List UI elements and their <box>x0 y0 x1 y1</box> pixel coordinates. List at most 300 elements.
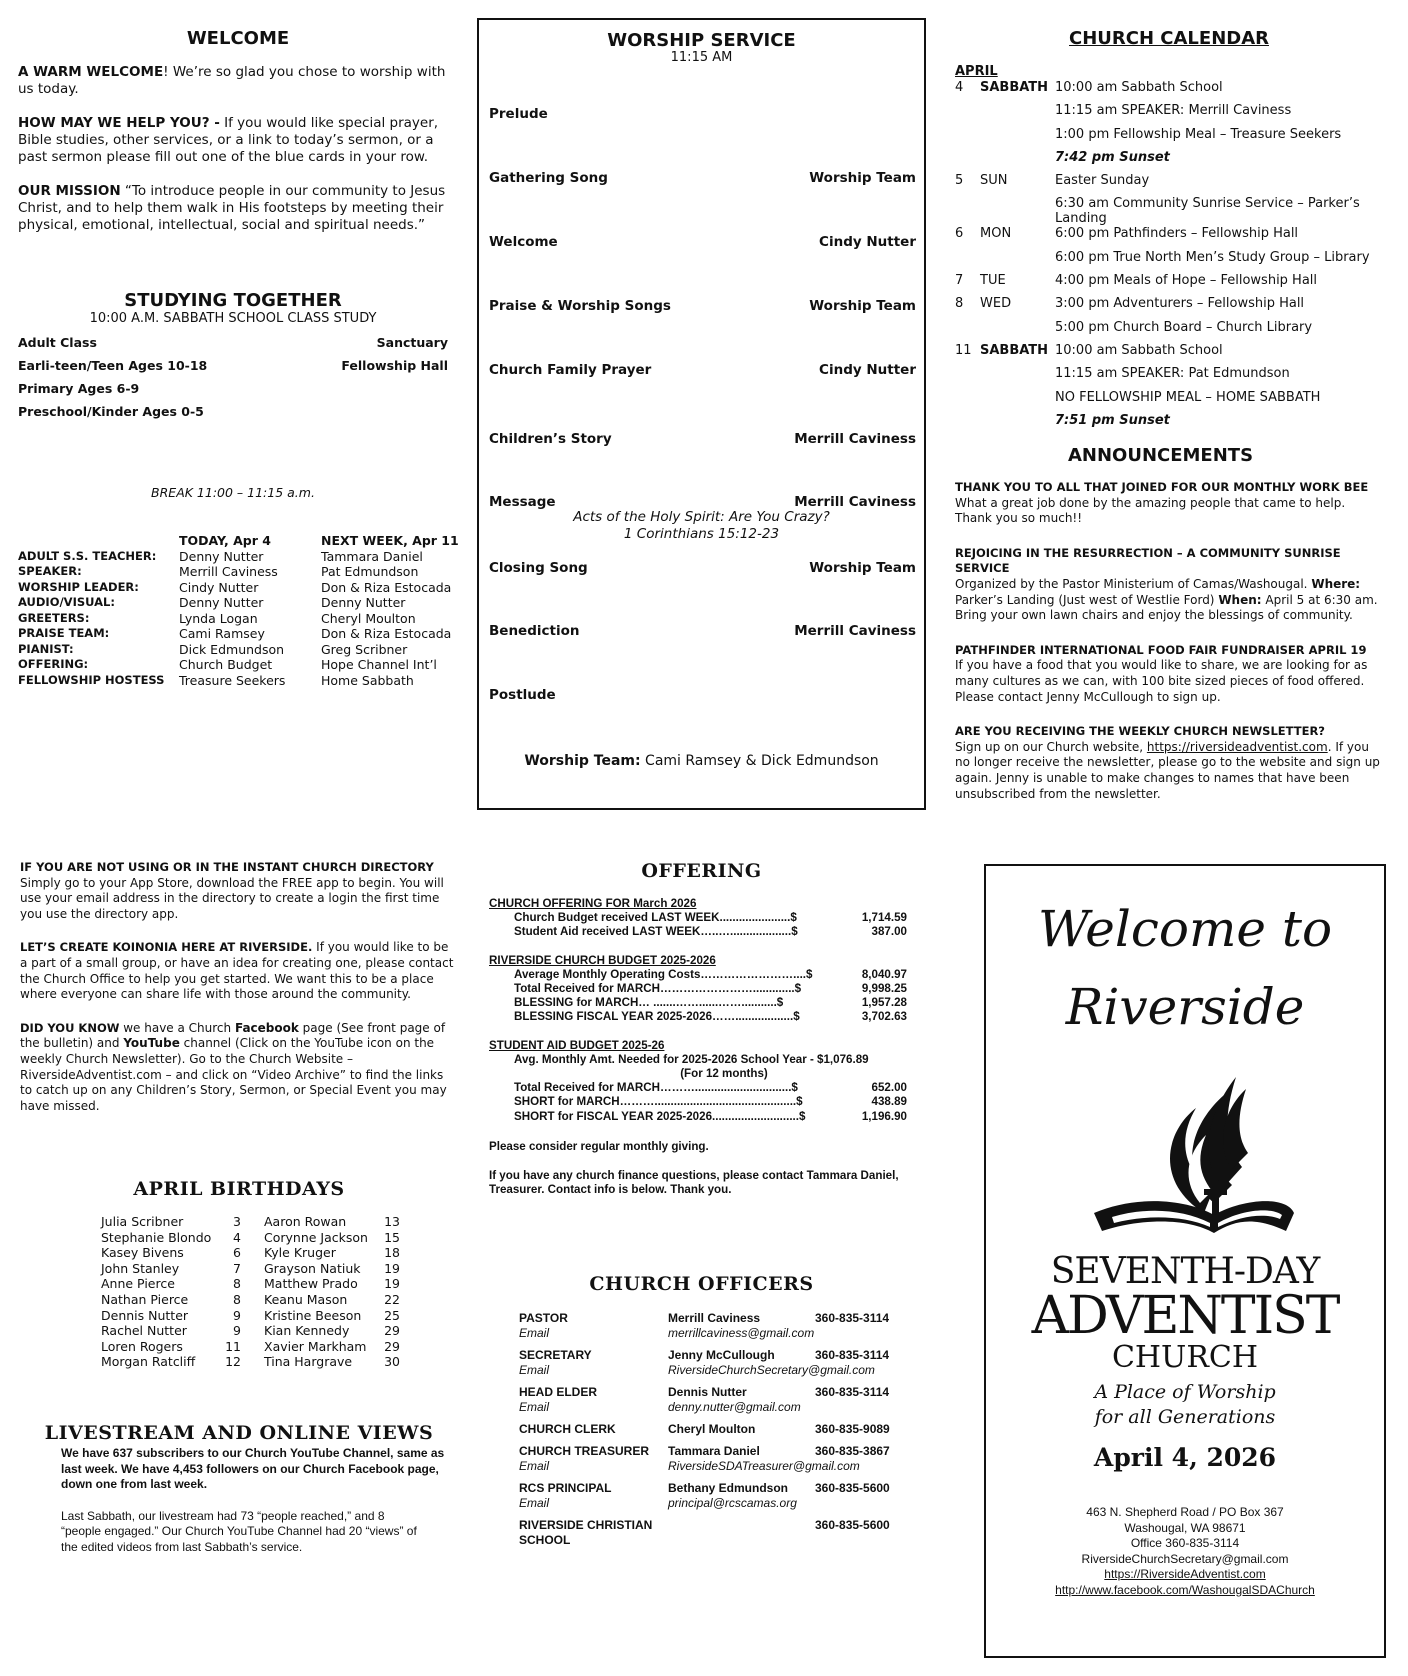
worship-item <box>489 623 916 639</box>
volunteer-role: FELLOWSHIP HOSTESS <box>18 672 165 687</box>
class-location: Fellowship Hall <box>341 358 448 373</box>
offering-s2-title: RIVERSIDE CHURCH BUDGET 2025-2026 <box>489 953 716 967</box>
offering-value: 652.00 <box>871 1081 907 1095</box>
birthday-name: Nathan Pierce <box>101 1291 189 1307</box>
birthday-row <box>264 1339 400 1355</box>
calendar-row <box>955 250 1395 273</box>
volunteer-row <box>18 673 459 689</box>
studying-subtitle: 10:00 A.M. SABBATH SCHOOL CLASS STUDY <box>89 311 377 326</box>
volunteer-role: ADULT S.S. TEACHER: <box>18 548 157 563</box>
calendar-event: 4:00 pm Meals of Hope – Fellowship Hall <box>1055 273 1318 289</box>
calendar-event: Easter Sunday <box>1055 173 1150 189</box>
officer-name: Tammara Daniel <box>668 1444 760 1458</box>
officer-email-row <box>519 1496 890 1511</box>
offering-label: Church Budget received LAST WEEK......................$ <box>514 911 797 925</box>
calendar-date: 8 <box>955 296 964 312</box>
offering-s3-months: (For 12 months) <box>680 1066 768 1080</box>
did-you-know-note: DID YOU KNOW we have a Church Facebook page (See front page of the bulletin) and YouTube channel (Click on the YouTube icon on the weekly Church Newsletter). Go to the Church Website – RiversideAdventist.com – and click on “Video Archive” to find the links to catch up on any Children’s Story, Sermon, or Special Event you may have missed. <box>20 1020 447 1113</box>
calendar-event: 10:00 am Sabbath School <box>1055 342 1223 358</box>
volunteer-row <box>18 580 459 596</box>
calendar-event: 7:42 pm Sunset <box>1055 149 1170 165</box>
officers-table <box>519 1311 890 1548</box>
birthday-day: 25 <box>384 1307 400 1323</box>
officer-email[interactable]: RiversideSDATreasurer@gmail.com <box>668 1459 860 1473</box>
calendar-event: 5:00 pm Church Board – Church Library <box>1055 319 1313 335</box>
volunteer-row <box>18 626 459 642</box>
birthday-name: Keanu Mason <box>264 1291 348 1307</box>
calendar-date: 6 <box>955 226 964 242</box>
cover-welcome: Welcome to Riverside <box>1037 900 1333 1036</box>
birthday-row <box>101 1230 241 1246</box>
birthday-name: Loren Rogers <box>101 1338 183 1354</box>
birthday-row <box>264 1323 400 1339</box>
volunteer-role: WORSHIP LEADER: <box>18 579 139 594</box>
volunteer-today: Lynda Logan <box>179 610 258 626</box>
worship-item-name: Prelude <box>489 106 548 122</box>
calendar-event: 6:00 pm True North Men’s Study Group – Library <box>1055 249 1370 265</box>
calendar-date <box>955 390 980 413</box>
officer-email[interactable]: principal@rcscamas.org <box>668 1496 797 1510</box>
offering-value: 3,702.63 <box>861 1010 907 1024</box>
calendar-day <box>980 366 1055 389</box>
officer-role: RIVERSIDE CHRISTIAN SCHOOL <box>519 1518 653 1547</box>
birthday-name: Kian Kennedy <box>264 1323 350 1339</box>
volunteer-row <box>18 549 459 565</box>
birthday-day: 3 <box>233 1214 241 1229</box>
worship-item-leader: Merrill Caviness <box>794 494 916 510</box>
birthday-row <box>101 1276 241 1292</box>
volunteer-role: SPEAKER: <box>18 564 82 578</box>
class-location: Sanctuary <box>376 335 448 350</box>
livestream-title: LIVESTREAM AND ONLINE VIEWS <box>44 1422 434 1444</box>
calendar-date <box>955 196 980 226</box>
offering-row <box>514 996 907 1010</box>
offering-title: OFFERING <box>641 860 762 882</box>
birthday-list-left <box>101 1214 241 1370</box>
officer-email[interactable]: RiversideChurchSecretary@gmail.com <box>668 1363 875 1377</box>
birthday-day: 4 <box>233 1229 241 1245</box>
directory-note: IF YOU ARE NOT USING OR IN THE INSTANT CHURCH DIRECTORY Simply go to your App Store, download the FREE app to begin. You will use your email address in the directory to create a login the first time you use the directory app. <box>20 860 444 921</box>
worship-item-leader: Cindy Nutter <box>819 362 916 378</box>
worship-item-name: Gathering Song <box>489 170 608 186</box>
birthday-day: 15 <box>384 1229 400 1245</box>
calendar-event: 6:30 am Community Sunrise Service – Parker’s Landing <box>1055 196 1360 227</box>
volunteer-today: Cami Ramsey <box>179 626 265 641</box>
officer-phone: 360-835-3867 <box>815 1444 890 1458</box>
calendar-row <box>955 343 1395 366</box>
cover-facebook-link[interactable]: http://www.facebook.com/WashougalSDAChurch <box>1055 1582 1315 1597</box>
email-label: Email <box>519 1326 550 1340</box>
officer-role: PASTOR <box>519 1311 568 1325</box>
offering-row <box>514 968 907 982</box>
calendar-row <box>955 103 1395 126</box>
volunteer-next: Tammara Daniel <box>321 548 423 564</box>
birthday-row <box>101 1354 241 1370</box>
sermon-info <box>479 509 924 543</box>
officer-phone: 360-835-3114 <box>815 1348 890 1362</box>
welcome-paragraph: A WARM WELCOME! We’re so glad you chose to worship with us today. <box>18 64 446 97</box>
volunteer-next: Home Sabbath <box>321 672 414 688</box>
calendar-date <box>955 366 980 389</box>
volunteer-row <box>18 642 459 658</box>
birthday-row <box>101 1323 241 1339</box>
birthday-row <box>264 1261 400 1277</box>
volunteer-role: OFFERING: <box>18 657 89 671</box>
birthday-name: Xavier Markham <box>264 1338 367 1354</box>
offering-value: 9,998.25 <box>861 981 907 995</box>
birthday-name: Corynne Jackson <box>264 1229 368 1245</box>
officer-phone: 360-835-9089 <box>815 1422 890 1436</box>
birthday-name: Julia Scribner <box>101 1214 184 1229</box>
birthday-name: Kyle Kruger <box>264 1245 336 1261</box>
birthday-day: 8 <box>233 1291 241 1307</box>
officer-role: HEAD ELDER <box>519 1385 598 1399</box>
officer-name <box>668 1511 815 1548</box>
calendar-day <box>980 390 1055 413</box>
birthday-row <box>101 1308 241 1324</box>
officer-role: RCS PRINCIPAL <box>519 1481 612 1495</box>
worship-item-leader: Merrill Caviness <box>794 431 916 447</box>
offering-label: Student Aid received LAST WEEK…..…...................$ <box>514 925 798 939</box>
worship-item-name: Message <box>489 494 556 510</box>
class-name: Earli-teen/Teen Ages 10-18 <box>18 358 208 373</box>
calendar-title: CHURCH CALENDAR <box>1069 28 1269 49</box>
calendar-day <box>980 103 1055 126</box>
offering-label: Total Received for MARCH…………………….............$ <box>514 981 802 995</box>
cover-panel <box>984 864 1386 1658</box>
livestream-section <box>61 1446 461 1555</box>
offering-section <box>489 897 909 1197</box>
calendar-day: WED <box>980 296 1012 312</box>
calendar-event: 10:00 am Sabbath School <box>1055 80 1223 95</box>
worship-item <box>489 106 916 122</box>
birthday-name: Dennis Nutter <box>101 1307 189 1323</box>
birthday-day: 19 <box>384 1276 400 1292</box>
sermon-text: 1 Corinthians 15:12-23 <box>623 526 780 542</box>
birthday-name: Grayson Natiuk <box>264 1260 361 1276</box>
officer-name: Merrill Caviness <box>668 1311 761 1325</box>
worship-item-name: Postlude <box>489 687 556 703</box>
calendar-event: 11:15 am SPEAKER: Merrill Caviness <box>1055 103 1292 119</box>
birthday-row <box>264 1354 400 1370</box>
offering-note-questions: If you have any church finance questions, please contact Tammara Daniel, Treasurer. Contact info is below. Thank you. <box>489 1168 899 1197</box>
volunteer-next: Hope Channel Int’l <box>321 657 437 672</box>
worship-item-name: Praise & Worship Songs <box>489 298 671 314</box>
sermon-title: Acts of the Holy Spirit: Are You Crazy? <box>573 509 830 525</box>
offering-s1-title: CHURCH OFFERING FOR March 2026 <box>489 897 697 910</box>
calendar-day: MON <box>980 226 1012 242</box>
worship-item <box>489 298 916 314</box>
officer-row <box>519 1474 890 1496</box>
worship-item-leader: Merrill Caviness <box>794 623 916 639</box>
birthday-day: 12 <box>225 1354 241 1370</box>
email-label: Email <box>519 1496 550 1510</box>
worship-item-name: Benediction <box>489 623 580 639</box>
birthday-row <box>101 1292 241 1308</box>
class-name: Adult Class <box>18 335 97 350</box>
birthday-row <box>264 1308 400 1324</box>
worship-item-leader: Worship Team <box>809 560 916 576</box>
birthday-day: 9 <box>233 1307 241 1323</box>
class-row <box>18 404 448 427</box>
announcements-section <box>955 445 1380 802</box>
offering-s3-title: STUDENT AID BUDGET 2025-26 <box>489 1038 665 1052</box>
welcome-title: WELCOME <box>186 28 290 49</box>
officer-role: CHURCH TREASURER <box>519 1444 650 1458</box>
announcement-food-fair: PATHFINDER INTERNATIONAL FOOD FAIR FUNDRAISER APRIL 19 If you have a food that you would like to share, we are looking for as many cultures as we can, with 100 bite sized pieces of food offered. Please contact Jenny McCullough to sign up. <box>955 642 1368 704</box>
class-row <box>18 381 448 404</box>
class-list <box>18 335 448 427</box>
birthday-day: 7 <box>233 1260 241 1276</box>
calendar-row <box>955 226 1395 249</box>
birthday-row <box>101 1245 241 1261</box>
calendar-date: 11 <box>955 342 972 358</box>
volunteer-row <box>18 657 459 673</box>
birthday-row <box>264 1276 400 1292</box>
offering-row <box>514 925 907 939</box>
offering-value: 1,714.59 <box>861 911 907 925</box>
volunteer-next: Cheryl Moulton <box>321 610 416 626</box>
cover-office: Office 360-835-3114 <box>1130 1536 1240 1550</box>
birthday-list-right <box>264 1214 400 1370</box>
volunteer-today: Merrill Caviness <box>179 564 278 579</box>
worship-item-leader: Cindy Nutter <box>819 234 916 250</box>
volunteer-role: AUDIO/VISUAL: <box>18 595 115 609</box>
calendar-section <box>955 28 1395 436</box>
calendar-date <box>955 413 980 436</box>
officer-phone: 360-835-5600 <box>815 1518 890 1532</box>
volunteer-next: Pat Edmundson <box>321 564 419 579</box>
mission-paragraph: OUR MISSION “To introduce people in our community to Jesus Christ, and to help them walk in His footsteps by meeting their physical, emotional, intellectual, social and spiritual needs.” <box>18 183 446 233</box>
koinonia-note: LET’S CREATE KOINONIA HERE AT RIVERSIDE. If you would like to be a part of a small group, or have an idea for creating one, please contact the Church Office to help you get started. We want this to be a place where everyone can share life with those around the community. <box>20 940 454 1002</box>
officer-phone: 360-835-3114 <box>815 1385 890 1399</box>
col-today: TODAY, Apr 4 <box>179 533 271 548</box>
calendar-date <box>955 250 980 273</box>
birthday-day: 19 <box>384 1260 400 1276</box>
birthday-name: Kristine Beeson <box>264 1307 362 1323</box>
birthday-name: Kasey Bivens <box>101 1245 184 1261</box>
offering-label: BLESSING for MARCH… .......……......……...........$ <box>514 996 784 1010</box>
volunteer-today: Church Budget <box>179 657 273 672</box>
worship-service-box <box>477 18 926 810</box>
birthdays-title: APRIL BIRTHDAYS <box>133 1178 345 1200</box>
birthday-name: John Stanley <box>101 1260 180 1276</box>
offering-value: 8,040.97 <box>861 967 907 981</box>
birthday-day: 22 <box>384 1291 400 1307</box>
calendar-event: 7:51 pm Sunset <box>1055 412 1170 428</box>
announcement-work-bee: THANK YOU TO ALL THAT JOINED FOR OUR MONTHLY WORK BEE What a great job done by the amazing people that came to help. Thank you so much!! <box>955 480 1369 526</box>
calendar-row <box>955 296 1395 319</box>
offering-value: 1,196.90 <box>861 1109 907 1123</box>
volunteer-next: Greg Scribner <box>321 641 408 657</box>
officer-role: CHURCH CLERK <box>519 1422 616 1436</box>
cover-website-link[interactable]: https://RiversideAdventist.com <box>1104 1567 1266 1581</box>
birthday-name: Aaron Rowan <box>264 1214 347 1229</box>
officer-phone: 360-835-5600 <box>815 1481 890 1495</box>
officer-name: Jenny McCullough <box>668 1348 775 1362</box>
volunteer-next: Don & Riza Estocada <box>321 626 452 641</box>
officer-row <box>519 1511 890 1548</box>
worship-item <box>489 234 916 250</box>
volunteer-row <box>18 564 459 580</box>
calendar-month: APRIL <box>955 64 998 79</box>
worship-item <box>489 362 916 378</box>
volunteer-next: Denny Nutter <box>321 595 406 610</box>
birthday-row <box>101 1214 241 1230</box>
volunteer-role: PRAISE TEAM: <box>18 626 110 640</box>
class-row <box>18 358 448 381</box>
volunteer-next: Don & Riza Estocada <box>321 579 452 595</box>
volunteer-today: Cindy Nutter <box>179 579 259 595</box>
calendar-day: SABBATH <box>980 80 1049 95</box>
calendar-day <box>980 127 1055 150</box>
offering-row <box>514 911 907 925</box>
announcement-sunrise: REJOICING IN THE RESURRECTION – A COMMUNITY SUNRISE SERVICE Organized by the Pastor Ministerium of Camas/Washougal. Where: Parker’s Landing (Just west of Westlie Ford) When: April 5 at 6:30 am. Bring your own lawn chairs and enjoy the blessings of community. <box>955 545 1378 623</box>
worship-item <box>489 494 916 510</box>
worship-item <box>489 560 916 576</box>
offering-label: SHORT for FISCAL YEAR 2025-2026...........................$ <box>514 1109 806 1123</box>
studying-section <box>18 290 448 427</box>
worship-item-name: Church Family Prayer <box>489 362 652 378</box>
adventist-logo-icon <box>1086 1063 1296 1243</box>
calendar-date: 5 <box>955 173 964 189</box>
cover-email[interactable]: RiversideChurchSecretary@gmail.com <box>1081 1551 1289 1566</box>
calendar-row <box>955 196 1395 226</box>
volunteer-role: PIANIST: <box>18 641 74 656</box>
officer-name: Dennis Nutter <box>668 1385 747 1399</box>
birthday-name: Stephanie Blondo <box>101 1229 212 1245</box>
calendar-day <box>980 320 1055 343</box>
offering-s3-avg: Avg. Monthly Amt. Needed for 2025-2026 School Year - $1,076.89 <box>514 1052 869 1066</box>
birthday-row <box>101 1261 241 1277</box>
worship-item-name: Welcome <box>489 234 558 250</box>
officer-role: SECRETARY <box>519 1348 592 1362</box>
col-next: NEXT WEEK, Apr 11 <box>321 533 459 548</box>
help-paragraph: HOW MAY WE HELP YOU? - If you would like special prayer, Bible studies, other services, or a link to today’s sermon, or a past sermon please fill out one of the blue cards in your row. <box>18 115 439 165</box>
birthday-name: Rachel Nutter <box>101 1323 187 1339</box>
officers-title: CHURCH OFFICERS <box>589 1273 814 1295</box>
volunteer-today: Treasure Seekers <box>179 672 286 688</box>
calendar-row <box>955 273 1395 296</box>
livestream-subscribers: We have 637 subscribers to our Church YouTube Channel, same as last week. We have 4,453 followers on our Church Facebook page, down one from last week. <box>61 1446 445 1491</box>
class-name: Preschool/Kinder Ages 0-5 <box>18 404 204 419</box>
worship-item <box>489 170 916 186</box>
officer-email[interactable]: merrillcaviness@gmail.com <box>668 1326 815 1340</box>
calendar-row <box>955 150 1395 173</box>
calendar-day <box>980 150 1055 173</box>
offering-label: Average Monthly Operating Costs……………………....$ <box>514 967 813 981</box>
officer-row <box>519 1341 890 1363</box>
worship-time: 11:15 AM <box>670 50 733 65</box>
calendar-date <box>955 103 980 126</box>
offering-row <box>514 982 907 996</box>
worship-item-name: Closing Song <box>489 560 588 576</box>
announcement-newsletter: ARE YOU RECEIVING THE WEEKLY CHURCH NEWSLETTER? Sign up on our Church website, https://riversideadventist.com. If you no longer receive the newsletter, please go to the website and sign up again. Jenny is unable to make changes to names that have been unsubscribed from the newsletter. <box>955 724 1380 801</box>
calendar-day: SUN <box>980 173 1008 189</box>
worship-item-leader: Worship Team <box>809 170 916 186</box>
email-label: Email <box>519 1400 550 1414</box>
officer-email[interactable]: denny.nutter@gmail.com <box>668 1400 801 1414</box>
break-time: BREAK 11:00 – 11:15 a.m. <box>151 485 315 500</box>
worship-item-leader: Worship Team <box>809 298 916 314</box>
calendar-event: 6:00 pm Pathfinders – Fellowship Hall <box>1055 226 1299 242</box>
offering-label: SHORT for MARCH………............................................$ <box>514 1095 803 1109</box>
offering-row <box>514 1110 907 1124</box>
birthday-row <box>101 1339 241 1355</box>
class-name: Primary Ages 6-9 <box>18 381 140 396</box>
offering-value: 387.00 <box>871 925 907 939</box>
volunteer-today: Dick Edmundson <box>179 641 285 657</box>
birthday-name: Morgan Ratcliff <box>101 1354 196 1370</box>
birthday-day: 13 <box>384 1214 400 1229</box>
calendar-date <box>955 320 980 343</box>
newsletter-link[interactable]: https://riversideadventist.com <box>1146 739 1328 754</box>
calendar-row <box>955 173 1395 196</box>
offering-label: Total Received for MARCH………..............................$ <box>514 1081 798 1095</box>
worship-item <box>489 431 916 447</box>
calendar-row <box>955 390 1395 413</box>
officer-name: Bethany Edmundson <box>668 1481 789 1495</box>
birthday-row <box>264 1214 400 1230</box>
email-label: Email <box>519 1363 550 1377</box>
officer-name: Cheryl Moulton <box>668 1422 756 1436</box>
offering-label: BLESSING FISCAL YEAR 2025-2026……..................$ <box>514 1010 800 1024</box>
birthday-day: 9 <box>233 1323 241 1339</box>
volunteer-row <box>18 595 459 611</box>
offering-note-giving: Please consider regular monthly giving. <box>489 1139 709 1153</box>
calendar-day: SABBATH <box>980 342 1049 358</box>
cover-date: April 4, 2026 <box>1093 1443 1277 1472</box>
volunteer-row <box>18 611 459 627</box>
calendar-day <box>980 250 1055 273</box>
offering-row <box>514 1081 907 1095</box>
calendar-row <box>955 127 1395 150</box>
calendar-day: TUE <box>980 273 1006 289</box>
birthday-day: 18 <box>384 1245 400 1261</box>
birthday-day: 30 <box>384 1354 400 1370</box>
calendar-row <box>955 413 1395 436</box>
studying-title: STUDYING TOGETHER <box>124 290 342 311</box>
cover-address: 463 N. Shepherd Road / PO Box 367 <box>1086 1505 1284 1519</box>
birthday-row <box>264 1245 400 1261</box>
cover-contact <box>986 1505 1384 1598</box>
calendar-date <box>955 150 980 173</box>
birthday-day: 6 <box>233 1245 241 1261</box>
calendar-date: 4 <box>955 80 964 95</box>
sda-wordmark: SEVENTH-DAY ADVENTIST CHURCH <box>1031 1251 1339 1375</box>
offering-row <box>514 1095 907 1109</box>
officer-row <box>519 1378 890 1400</box>
birthday-name: Anne Pierce <box>101 1276 175 1292</box>
calendar-date: 7 <box>955 273 964 289</box>
birthday-name: Matthew Prado <box>264 1276 358 1292</box>
cover-tagline: A Place of Worship for all Generations <box>1094 1381 1276 1428</box>
volunteer-table <box>18 533 459 688</box>
livestream-views: Last Sabbath, our livestream had 73 “people reached,” and 8 “people engaged.” Our Church YouTube Channel had 20 “views” of the edited videos from last Sabbath’s service. <box>61 1508 417 1554</box>
officer-phone: 360-835-3114 <box>815 1311 890 1325</box>
birthday-day: 8 <box>233 1276 241 1292</box>
volunteer-today: Denny Nutter <box>179 595 264 610</box>
birthday-day: 29 <box>384 1338 400 1354</box>
officer-row <box>519 1415 890 1437</box>
officer-email-row <box>519 1459 890 1474</box>
worship-item-name: Children’s Story <box>489 431 612 447</box>
officer-row <box>519 1311 890 1326</box>
calendar-row <box>955 366 1395 389</box>
officer-email-row <box>519 1363 890 1378</box>
volunteer-today: Denny Nutter <box>179 548 264 564</box>
worship-item <box>489 687 916 703</box>
